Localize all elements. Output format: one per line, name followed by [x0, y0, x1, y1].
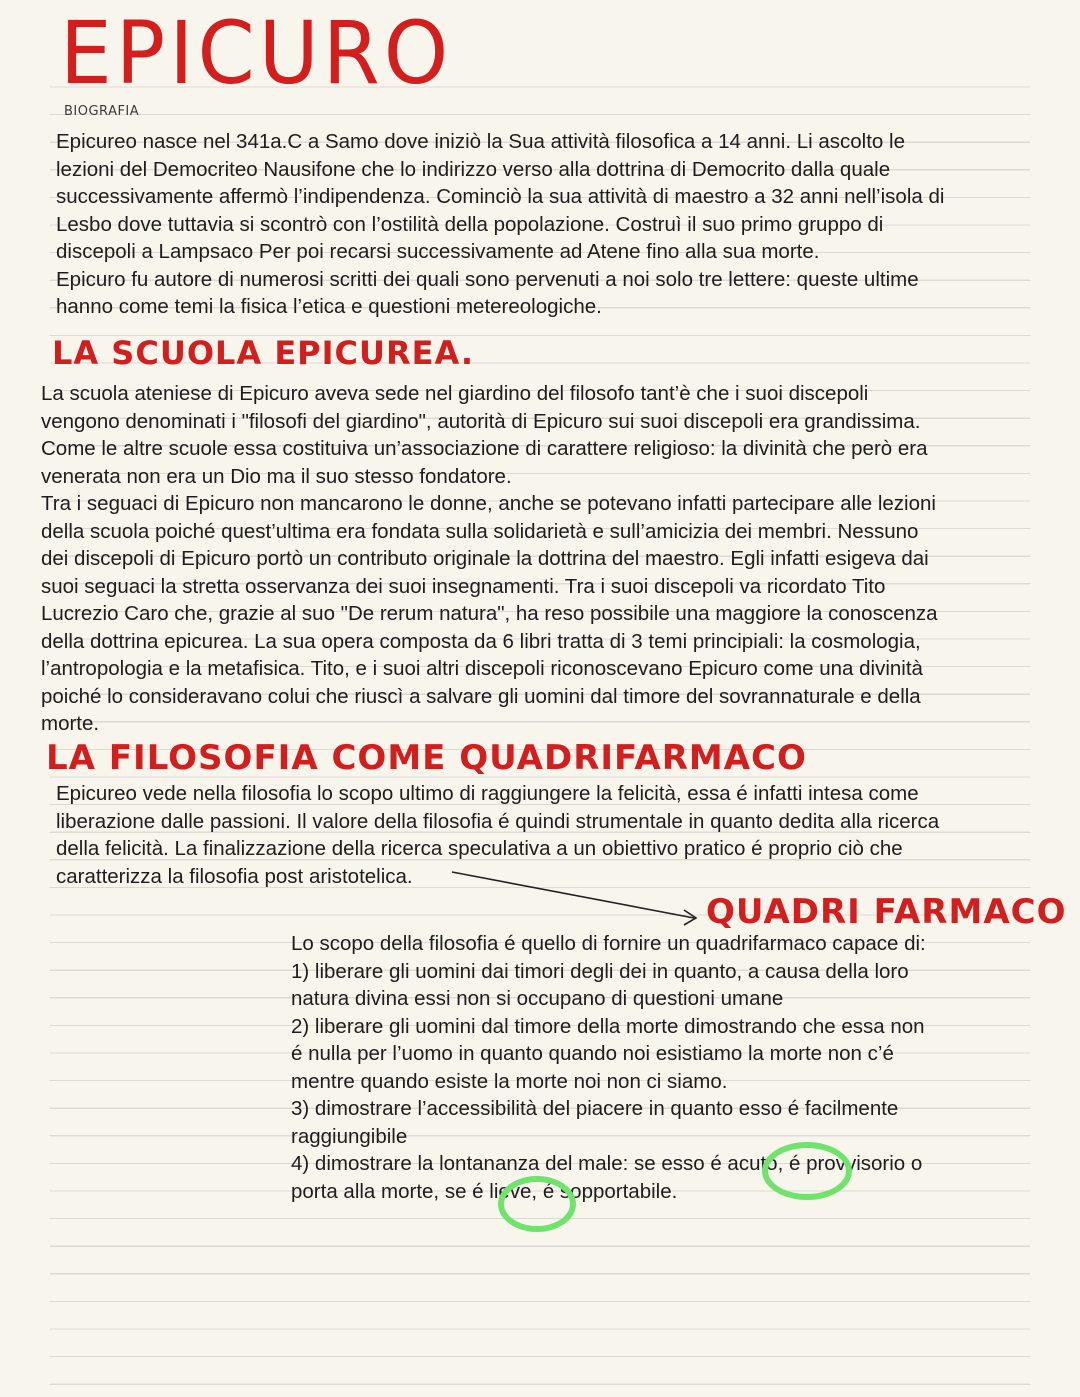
text-line: Lo scopo della filosofia é quello di fornire un quadrifarmaco capace di:	[291, 932, 926, 955]
text-line: vengono denominati i "filosofi del giardino", autorità di Epicuro sui suoi discepoli era grandissima.	[41, 409, 921, 433]
text-line: natura divina essi non si occupano di questioni umane	[291, 987, 784, 1010]
text-line: raggiungibile	[291, 1124, 408, 1148]
text-line: porta alla morte, se é lieve, é sopportabile.	[291, 1179, 678, 1203]
text-line: caratterizza la filosofia post aristotelica.	[56, 864, 413, 888]
text-line: liberazione dalle passioni. Il valore della filosofia é quindi strumentale in quanto dedita alla ricerca	[56, 809, 940, 833]
text-line: Epicuro fu autore di numerosi scritti dei quali sono pervenuti a noi solo tre lettere: queste ultime	[56, 267, 919, 291]
section-heading-quadrifarmaco: QUADRI FARMACO	[706, 892, 1067, 932]
text-line: suoi seguaci la stretta osservanza dei suoi insegnamenti. Tra i suoi discepoli va ricordato Tito	[41, 574, 886, 598]
quadrifarmaco-paragraph	[291, 930, 1051, 1205]
text-line: dei discepoli di Epicuro portò un contributo originale la dottrina del maestro. Egli infatti esigeva dai	[41, 547, 929, 570]
text-line: venerata non era un Dio ma il suo stesso fondatore.	[41, 464, 512, 488]
text-line: della scuola poiché quest’ultima era fondata sulla solidarietà e sull’amicizia dei membri. Nessuno	[41, 519, 919, 543]
text-line: 2) liberare gli uomini dal timore della morte dimostrando che essa non	[291, 1014, 925, 1038]
text-line: Epicureo nasce nel 341a.C a Samo dove iniziò la Sua attività filosofica a 14 anni. Li ascolto le	[56, 130, 905, 153]
text-line: é nulla per l’uomo in quanto quando noi esistiamo la morte non c’é	[291, 1042, 894, 1065]
text-line: della dottrina epicurea. La sua opera composta da 6 libri tratta di 3 temi principiali: la cosmologia,	[41, 629, 921, 653]
page-title: EPICURO	[60, 4, 453, 104]
section-heading-filosofia: LA FILOSOFIA COME QUADRIFARMACO	[46, 738, 807, 778]
text-line: Lucrezio Caro che, grazie al suo "De rerum natura", ha reso possibile una maggiore la conoscenza	[41, 602, 938, 625]
text-line: Tra i seguaci di Epicuro non mancarono le donne, anche se potevano infatti partecipare alle lezioni	[41, 492, 936, 515]
text-line: successivamente affermò l’indipendenza. Cominciò la sua attività di maestro a 32 anni nell’isola di	[56, 185, 945, 208]
text-line: 4) dimostrare la lontananza del male: se esso é acuto, é provvisorio o	[291, 1152, 923, 1175]
text-line: mentre quando esiste la morte noi non ci siamo.	[291, 1069, 728, 1093]
text-line: l’antropologia e la metafisica. Tito, e i suoi altri discepoli riconoscevano Epicuro come una divinità	[41, 657, 923, 680]
text-line: 1) liberare gli uomini dai timori degli dei in quanto, a causa della loro	[291, 959, 909, 983]
text-line: morte.	[41, 712, 100, 735]
biografia-label: BIOGRAFIA	[64, 104, 140, 119]
text-line: discepoli a Lampsaco Per poi recarsi successivamente ad Atene fino alla sua morte.	[56, 240, 820, 263]
text-line: 3) dimostrare l’accessibilità del piacere in quanto esso é facilmente	[291, 1097, 899, 1120]
circle-annotation-lieve	[498, 1176, 576, 1232]
text-line: lezioni del Democriteo Nausifone che lo indirizzo verso alla dottrina di Democrito dalla quale	[56, 157, 891, 181]
text-line: Epicureo vede nella filosofia lo scopo ultimo di raggiungere la felicità, essa é infatti intesa come	[56, 782, 919, 805]
text-line: poiché lo consideravano colui che riuscì a salvare gli uomini dal timore del sovrannaturale e della	[41, 684, 921, 708]
text-line: Lesbo dove tuttavia si scontrò con l’ostilità della popolazione. Costruì il suo primo gruppo di	[56, 212, 884, 236]
section-heading-scuola: LA SCUOLA EPICUREA.	[52, 334, 475, 372]
text-line: Come le altre scuole essa costituiva un’associazione di carattere religioso: la divinità che però era	[41, 437, 928, 460]
text-line: hanno come temi la fisica l’etica e questioni metereologiche.	[56, 295, 602, 318]
circle-annotation-acuto	[762, 1142, 852, 1200]
text-line: La scuola ateniese di Epicuro aveva sede nel giardino del filosofo tant’è che i suoi discepoli	[41, 382, 869, 405]
text-line: della felicità. La finalizzazione della ricerca speculativa a un obiettivo pratico é proprio ciò che	[56, 837, 903, 860]
